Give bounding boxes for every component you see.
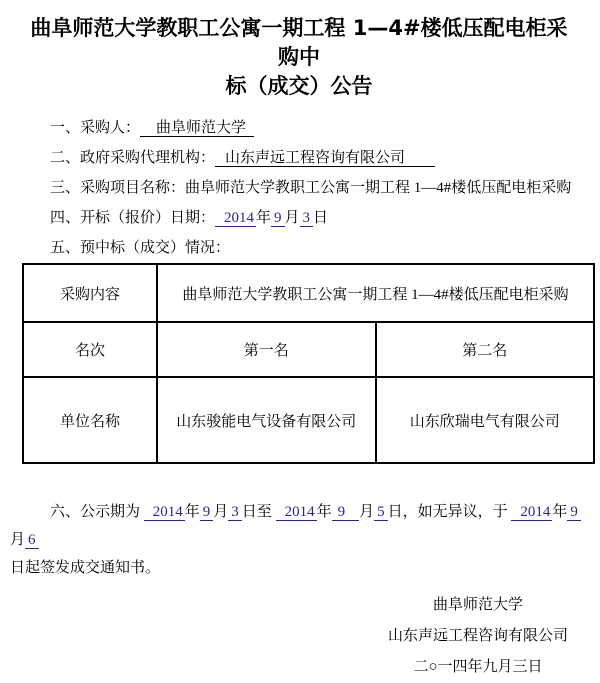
item-purchaser (8, 113, 590, 143)
publicity-mid: 日，如无异议，于 (387, 504, 508, 520)
publicity-unit3: 日至 (241, 504, 272, 520)
publicity-issue-day: 6 (25, 532, 39, 549)
cell-rank-first: 第一名 (157, 322, 376, 377)
item-bid-date (8, 203, 590, 233)
award-table (22, 263, 595, 464)
item-result-heading-label: 五、预中标（成交）情况： (50, 240, 231, 256)
bid-date-month-unit: 月 (284, 210, 300, 226)
item-project-label: 三、采购项目名称： (50, 180, 186, 196)
cell-company-second: 山东欣瑞电气有限公司 (376, 377, 595, 463)
cell-content-value: 曲阜师范大学教职工公寓一期工程 1—4#楼低压配电柜采购 (157, 264, 594, 322)
bid-date-day: 3 (300, 210, 314, 227)
bid-date-year: 2014 (215, 210, 256, 227)
publicity-end-day: 5 (374, 504, 388, 521)
row-header-rank: 名次 (23, 322, 157, 377)
item-purchaser-label: 一、采购人： (50, 120, 141, 136)
numbered-items (8, 113, 590, 263)
item-result-heading (8, 233, 590, 263)
document-title-line2: 标（成交）公告 (225, 74, 373, 98)
bid-date-year-unit: 年 (256, 210, 272, 226)
item-project-value: 曲阜师范大学教职工公寓一期工程 1—4#楼低压配电柜采购 (185, 180, 572, 196)
cell-rank-second: 第二名 (376, 322, 595, 377)
publicity-end-month: 9 (332, 504, 360, 521)
bid-date-day-unit: 日 (313, 210, 329, 226)
document-title (22, 14, 576, 101)
item-project (8, 173, 590, 203)
publicity-unit7: 月 (10, 532, 26, 548)
item-purchaser-value: 曲阜师范大学 (140, 120, 254, 137)
publicity-start-month: 9 (200, 504, 214, 521)
signature-date: 二○一四年九月三日 (413, 659, 543, 675)
publicity-issue-month: 9 (567, 504, 581, 521)
publicity-start-day: 3 (228, 504, 242, 521)
item-agency-label: 二、政府采购代理机构： (50, 150, 216, 166)
publicity-line2: 日起签发成交通知书。 (10, 560, 161, 576)
publicity-unit6: 年 (552, 504, 568, 520)
publicity-paragraph (8, 498, 590, 582)
publicity-unit4: 年 (316, 504, 332, 520)
item-agency-value: 山东声远工程咨询有限公司 (215, 150, 435, 167)
publicity-unit2: 月 (213, 504, 229, 520)
row-header-company: 单位名称 (23, 377, 157, 463)
publicity-start-year: 2014 (144, 504, 185, 521)
bid-date-month: 9 (271, 210, 285, 227)
publicity-end-year: 2014 (276, 504, 317, 521)
signature-block (346, 590, 600, 683)
cell-company-first: 山东骏能电气设备有限公司 (157, 377, 376, 463)
table-row-content (23, 264, 594, 322)
publicity-issue-year: 2014 (511, 504, 552, 521)
publicity-unit1: 年 (184, 504, 200, 520)
signature-agency: 山东声远工程咨询有限公司 (387, 628, 568, 644)
table-row-company (23, 377, 594, 463)
table-row-rank (23, 322, 594, 377)
document-title-line1: 曲阜师范大学教职工公寓一期工程 1—4#楼低压配电柜采购中 (30, 16, 568, 69)
publicity-prefix: 六、公示期为 (50, 504, 141, 520)
item-bid-date-label: 四、开标（报价）日期： (50, 210, 216, 226)
signature-purchaser: 曲阜师范大学 (432, 597, 523, 613)
item-agency (8, 143, 590, 173)
row-header-content: 采购内容 (23, 264, 157, 322)
publicity-unit5: 月 (359, 504, 375, 520)
